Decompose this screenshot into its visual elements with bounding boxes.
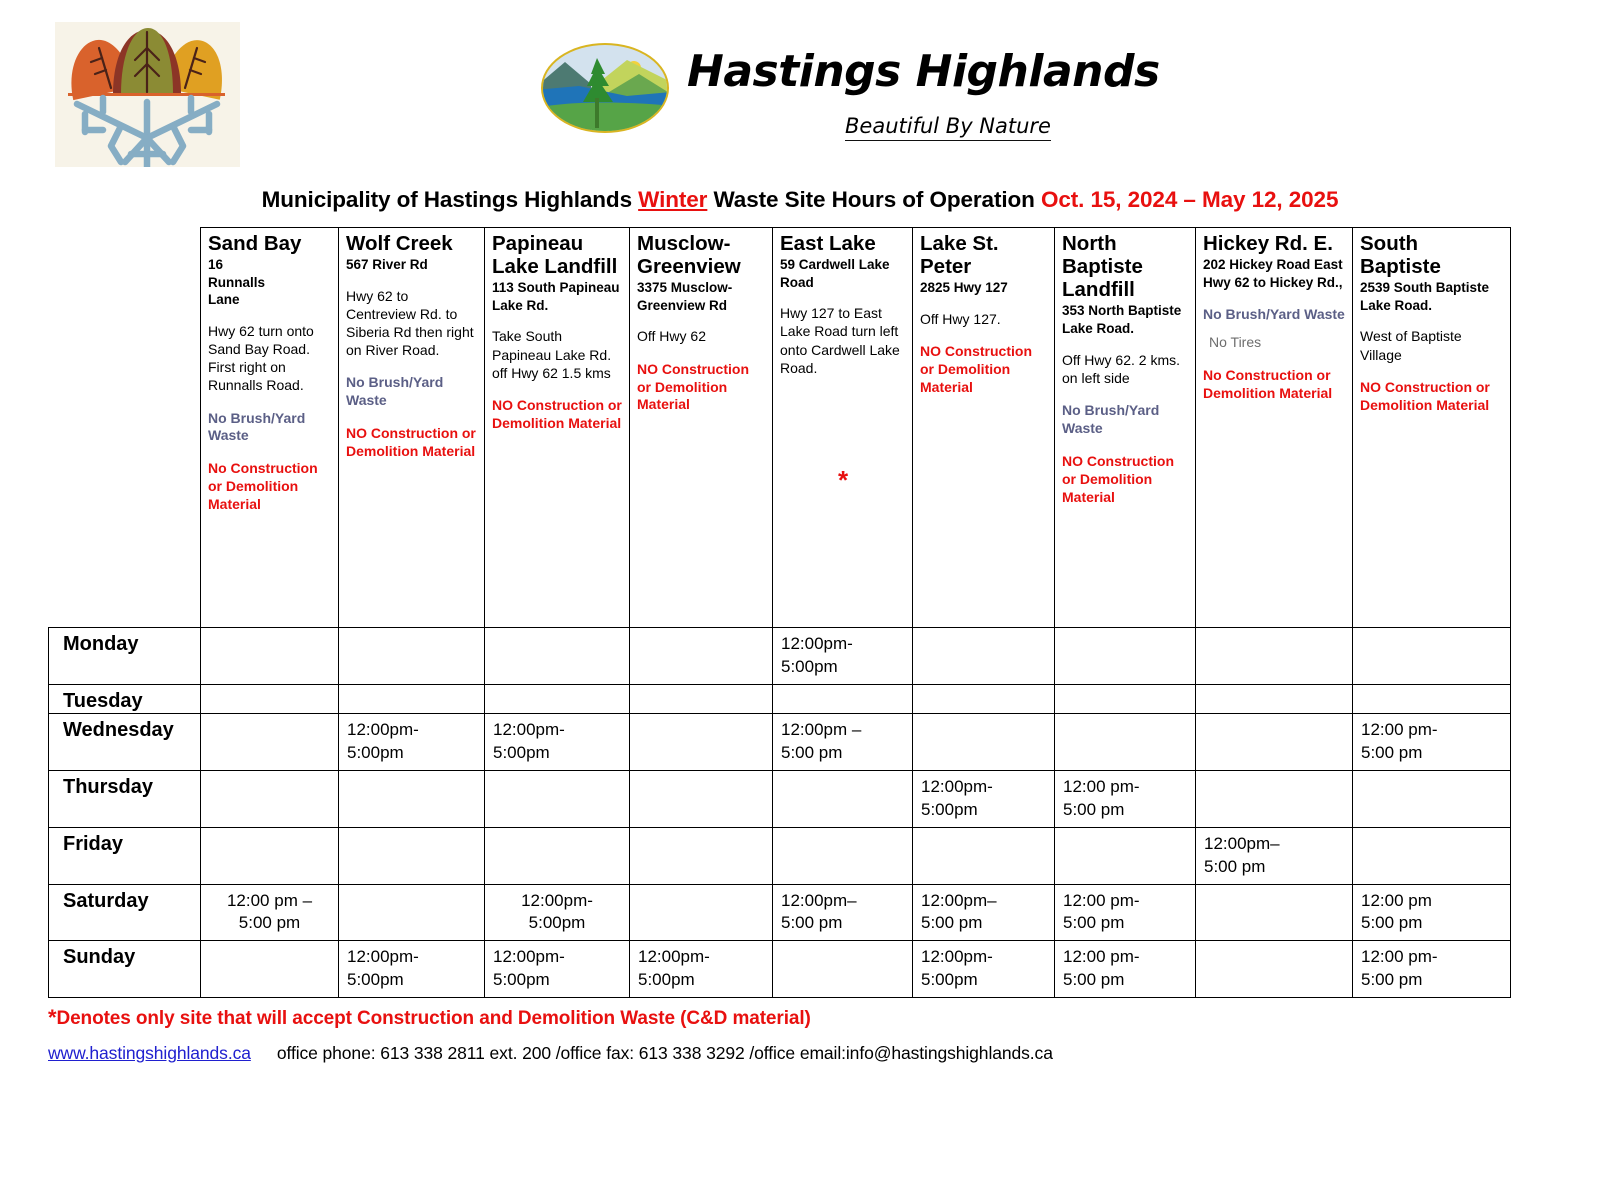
hours-cell — [630, 827, 773, 884]
hours-cell: 12:00pm – 5:00 pm — [773, 713, 913, 770]
hours-cell — [1353, 827, 1511, 884]
hours-cell — [1353, 628, 1511, 685]
hours-cell: 12:00 pm 5:00 pm — [1353, 884, 1511, 941]
no-brush-yard-waste-note: No Brush/Yard Waste — [1203, 306, 1345, 323]
site-address: 567 River Rd — [346, 257, 428, 273]
day-label-sunday: Sunday — [49, 941, 201, 998]
site-directions: Take South Papineau Lake Rd. off Hwy 62 1.5 kms — [492, 328, 612, 381]
hours-cell: 12:00pm- 5:00pm — [339, 941, 485, 998]
contact-line — [48, 1043, 1600, 1064]
hours-cell — [1353, 684, 1511, 713]
hours-cell — [201, 827, 339, 884]
brand-logo — [535, 32, 1160, 152]
title-winter: Winter — [638, 187, 708, 212]
hours-cell: 12:00pm- 5:00pm — [913, 770, 1055, 827]
day-label-friday: Friday — [49, 827, 201, 884]
hours-cell — [773, 827, 913, 884]
site-name: Hickey Rd. E. — [1203, 232, 1333, 255]
page-title — [0, 187, 1600, 213]
site-header-cell — [1055, 228, 1196, 628]
no-construction-demolition-note: NO Construction or Demolition Material — [1062, 452, 1174, 505]
schedule-row — [49, 713, 1511, 770]
site-address: 2539 South Baptiste Lake Road. — [1360, 280, 1490, 313]
site-directions: Off Hwy 127. — [920, 310, 1001, 327]
site-address: 2825 Hwy 127 — [920, 280, 1008, 296]
hours-cell — [773, 941, 913, 998]
hours-cell — [1055, 628, 1196, 685]
cd-accepted-asterisk: * — [837, 465, 849, 495]
no-tires-note: No Tires — [1209, 334, 1262, 351]
hours-cell: 12:00 pm- 5:00 pm — [1055, 884, 1196, 941]
no-construction-demolition-note: No Construction or Demolition Material — [208, 460, 318, 513]
no-construction-demolition-note: NO Construction or Demolition Material — [920, 343, 1032, 395]
hours-cell: 12:00 pm – 5:00 pm — [201, 884, 339, 941]
hours-cell — [201, 628, 339, 685]
site-header-cell — [485, 228, 630, 628]
hours-cell — [1196, 941, 1353, 998]
site-header-cell — [630, 228, 773, 628]
title-mid: Waste Site Hours of Operation — [707, 187, 1041, 212]
site-name: South Baptiste — [1360, 232, 1441, 279]
hours-cell: 12:00pm- 5:00pm — [913, 941, 1055, 998]
footnote-asterisk: * — [48, 1005, 57, 1031]
site-directions: Hwy 62 turn onto Sand Bay Road. First right on Runnalls Road. — [208, 322, 314, 394]
hours-cell — [339, 628, 485, 685]
schedule-row — [49, 941, 1511, 998]
day-label-tuesday: Tuesday — [49, 684, 201, 713]
hours-cell: 12:00pm- 5:00pm — [485, 884, 630, 941]
header-spacer-cell — [49, 228, 201, 628]
site-name: Sand Bay — [208, 232, 302, 255]
hours-cell — [339, 684, 485, 713]
schedule-row — [49, 884, 1511, 941]
day-label-monday: Monday — [49, 628, 201, 685]
website-link[interactable]: www.hastingshighlands.ca — [48, 1043, 251, 1064]
hours-cell — [339, 827, 485, 884]
site-header-cell — [1353, 228, 1511, 628]
no-brush-yard-waste-note: No Brush/Yard Waste — [346, 374, 444, 409]
site-header-cell — [773, 228, 913, 628]
site-address: 3375 Musclow-Greenview Rd — [637, 280, 733, 313]
hours-cell: 12:00 pm- 5:00 pm — [1353, 713, 1511, 770]
hours-cell: 12:00pm– 5:00 pm — [913, 884, 1055, 941]
no-construction-demolition-note: NO Construction or Demolition Material — [492, 396, 622, 431]
hours-cell — [913, 684, 1055, 713]
hours-cell — [485, 827, 630, 884]
site-address: 353 North Baptiste Lake Road. — [1062, 303, 1182, 337]
hours-cell — [630, 884, 773, 941]
hours-cell — [201, 941, 339, 998]
site-address: 202 Hickey Road East Hwy 62 to Hickey Rd., — [1203, 257, 1343, 290]
footnote — [48, 1005, 1600, 1031]
hours-cell — [1196, 884, 1353, 941]
hours-cell — [1196, 684, 1353, 713]
day-label-saturday: Saturday — [49, 884, 201, 941]
no-construction-demolition-note: NO Construction or Demolition Material — [346, 425, 476, 460]
site-header-cell — [1196, 228, 1353, 628]
brand-wordmark: Hastings Highlands — [687, 46, 1160, 97]
schedule-row — [49, 827, 1511, 884]
hours-cell — [485, 628, 630, 685]
hours-cell: 12:00pm- 5:00pm — [630, 941, 773, 998]
site-address: 59 Cardwell Lake Road — [780, 257, 890, 290]
site-address: 113 South Papineau Lake Rd. — [492, 280, 620, 313]
hours-cell — [630, 770, 773, 827]
waste-site-schedule-table — [48, 227, 1511, 998]
hours-cell — [201, 770, 339, 827]
hours-cell — [913, 827, 1055, 884]
hours-cell — [201, 713, 339, 770]
hastings-highlands-landscape-emblem-icon — [535, 40, 675, 136]
site-name: Wolf Creek — [346, 232, 453, 255]
page-header — [0, 0, 1600, 175]
hours-cell — [201, 684, 339, 713]
hours-cell — [913, 713, 1055, 770]
hours-cell — [339, 770, 485, 827]
autumn-leaves-snowflake-logo-icon — [55, 22, 240, 167]
schedule-container — [0, 227, 1600, 998]
site-header-row — [49, 228, 1511, 628]
site-header-cell — [339, 228, 485, 628]
footnote-text: Denotes only site that will accept Construction and Demolition Waste (C&D material) — [56, 1008, 811, 1030]
hours-cell: 12:00pm- 5:00pm — [485, 941, 630, 998]
site-name: East Lake — [780, 232, 876, 255]
hours-cell — [773, 770, 913, 827]
hours-cell: 12:00pm- 5:00pm — [773, 628, 913, 685]
hours-cell — [630, 684, 773, 713]
hours-cell — [1353, 770, 1511, 827]
site-directions: Hwy 127 to East Lake Road turn left onto Cardwell Lake Road. — [780, 305, 900, 376]
hours-cell — [339, 884, 485, 941]
site-directions: Hwy 62 to Centreview Rd. to Siberia Rd then right on River Road. — [346, 287, 474, 359]
site-header-cell — [913, 228, 1055, 628]
site-directions: West of Baptiste Village — [1360, 328, 1462, 363]
no-brush-yard-waste-note: No Brush/Yard Waste — [208, 409, 306, 444]
hours-cell: 12:00 pm- 5:00 pm — [1353, 941, 1511, 998]
hours-cell — [1055, 684, 1196, 713]
hours-cell: 12:00 pm- 5:00 pm — [1055, 770, 1196, 827]
brand-tagline: Beautiful By Nature — [845, 114, 1051, 141]
schedule-row — [49, 684, 1511, 713]
no-construction-demolition-note: No Construction or Demolition Material — [1203, 367, 1333, 401]
hours-cell — [1055, 827, 1196, 884]
hours-cell — [630, 628, 773, 685]
hours-cell — [1196, 770, 1353, 827]
title-lead: Municipality of Hastings Highlands — [261, 187, 639, 212]
site-address: 16 Runnalls Lane — [208, 257, 266, 308]
hours-cell — [1196, 628, 1353, 685]
hours-cell — [1055, 713, 1196, 770]
hours-cell: 12:00pm– 5:00 pm — [1196, 827, 1353, 884]
hours-cell — [773, 684, 913, 713]
schedule-row — [49, 770, 1511, 827]
no-construction-demolition-note: NO Construction or Demolition Material — [637, 360, 749, 413]
hours-cell: 12:00 pm- 5:00 pm — [1055, 941, 1196, 998]
day-label-thursday: Thursday — [49, 770, 201, 827]
title-dates: Oct. 15, 2024 – May 12, 2025 — [1040, 187, 1339, 212]
hours-cell — [913, 628, 1055, 685]
hours-cell — [485, 684, 630, 713]
hours-cell — [630, 713, 773, 770]
site-name: Lake St. Peter — [920, 232, 999, 279]
hours-cell — [485, 770, 630, 827]
site-name: Papineau Lake Landfill — [492, 232, 618, 279]
no-construction-demolition-note: NO Construction or Demolition Material — [1360, 378, 1490, 413]
hours-cell — [1196, 713, 1353, 770]
contact-details: office phone: 613 338 2811 ext. 200 /office fax: 613 338 3292 /office email:info@hastingshighlands.ca — [276, 1043, 1053, 1064]
no-brush-yard-waste-note: No Brush/Yard Waste — [1062, 401, 1160, 436]
day-label-wednesday: Wednesday — [49, 713, 201, 770]
site-header-cell — [201, 228, 339, 628]
site-name: Musclow-Greenview — [637, 232, 741, 279]
hours-cell: 12:00pm– 5:00 pm — [773, 884, 913, 941]
site-directions: Off Hwy 62. 2 kms. on left side — [1062, 351, 1180, 386]
schedule-row — [49, 628, 1511, 685]
site-directions: Off Hwy 62 — [637, 328, 706, 345]
site-name: North Baptiste Landfill — [1062, 232, 1143, 302]
hours-cell: 12:00pm- 5:00pm — [339, 713, 485, 770]
hours-cell: 12:00pm- 5:00pm — [485, 713, 630, 770]
